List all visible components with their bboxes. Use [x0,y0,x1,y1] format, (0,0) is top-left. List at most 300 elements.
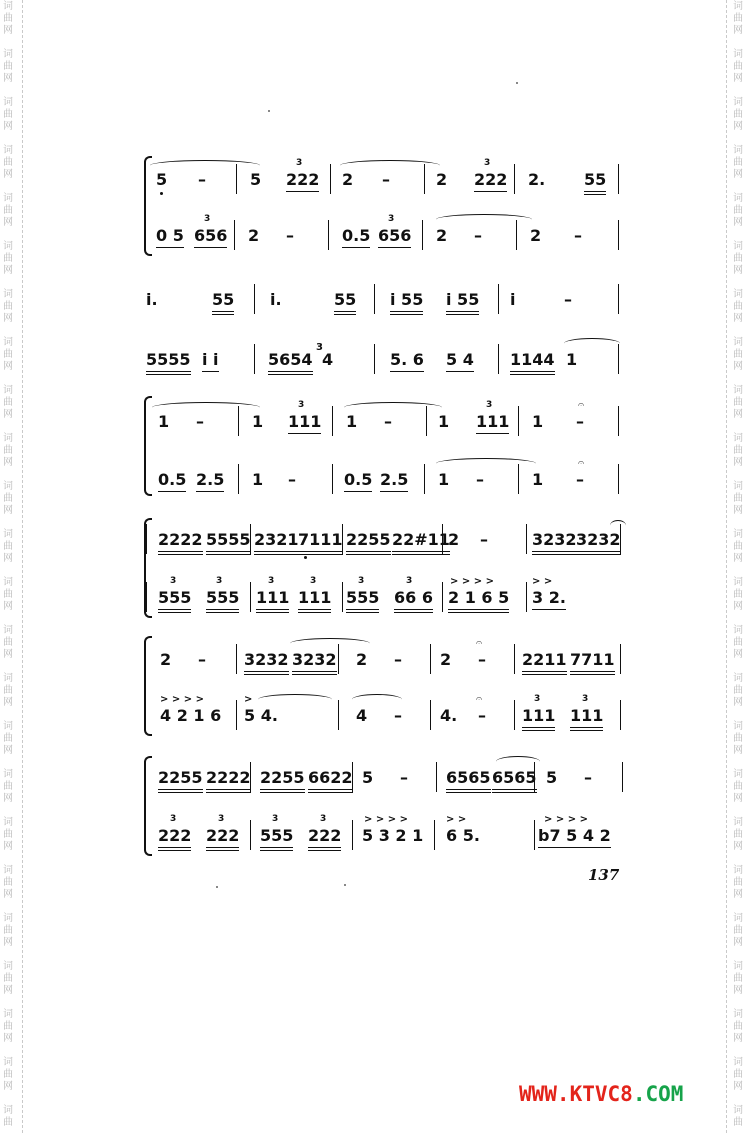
triplet-mark: 3 [486,400,493,410]
watermark-glyph: 词 [733,433,743,444]
bar-line [498,344,499,374]
watermark-glyph: 网 [3,361,13,372]
note-token: – [574,226,582,245]
note-token: 111 [570,706,603,731]
bar-line [422,220,423,250]
bar-line [238,464,239,494]
accent-marks: > > [446,814,467,825]
triplet-mark: 3 [170,814,177,824]
bar-line [620,644,621,674]
note-token: 0 5 [156,226,184,248]
octave-dot [304,556,307,559]
bar-line [234,220,235,250]
watermark-glyph: 词 [733,289,743,300]
score-row-10 [140,692,630,746]
bar-line [498,284,499,314]
watermark-glyph: 曲 [733,253,743,264]
note-token: 6565 [492,768,537,793]
triplet-mark: 3 [406,576,413,586]
triplet-mark: 3 [296,158,303,168]
note-token: – [476,470,484,489]
note-token: – [384,412,392,431]
watermark-glyph: 曲 [733,685,743,696]
watermark-glyph: 曲 [3,61,13,72]
watermark-glyph: 曲 [3,1117,13,1128]
bar-line [250,820,251,850]
note-token: 5 [546,768,558,787]
note-token: – [576,470,584,489]
watermark-glyph: 网 [3,553,13,564]
note-token: – [198,650,206,669]
watermark-glyph: 曲 [733,493,743,504]
fermata-mark: 𝄐 [476,636,483,649]
triplet-mark: 3 [320,814,327,824]
repeat-start [144,524,147,554]
watermark-glyph: 曲 [733,301,743,312]
watermark-glyph: 网 [733,649,743,660]
watermark-glyph: 词 [733,817,743,828]
note-token: – [478,650,486,669]
note-token: 555 [346,588,379,613]
slur [258,694,332,705]
note-token: 5555 [206,530,251,555]
note-token: – [288,470,296,489]
note-token: 4. [440,706,458,725]
bar-line [514,644,515,674]
note-token: 1 [252,412,264,431]
watermark-glyph: 网 [3,265,13,276]
watermark-glyph: 曲 [733,109,743,120]
watermark-glyph: 曲 [3,349,13,360]
note-token: 55 [584,170,606,195]
note-token: i. [146,290,158,309]
fermata-mark: 𝄐 [578,398,585,411]
watermark-glyph: 曲 [733,781,743,792]
note-token: – [382,170,390,189]
bar-line [434,820,435,850]
note-token: 0.5 [344,470,372,492]
bar-line [236,644,237,674]
watermark-glyph: 词 [3,433,13,444]
note-token: 7111 [298,530,343,555]
note-token: 4 2 1 6 [160,706,222,725]
watermark-glyph: 曲 [3,1021,13,1032]
watermark-glyph: 曲 [733,349,743,360]
watermark-glyph: 曲 [3,493,13,504]
note-token: 3232 [532,530,577,555]
slur [564,338,620,349]
watermark-glyph: 网 [733,25,743,36]
watermark-glyph: 网 [3,457,13,468]
score-row-9 [140,636,630,690]
watermark-glyph: 曲 [3,445,13,456]
bar-line [430,700,431,730]
watermark-glyph: 词 [733,625,743,636]
triplet-mark: 3 [216,576,223,586]
note-token: i [510,290,516,309]
watermark-glyph: 网 [733,889,743,900]
note-token: 1 [158,412,170,431]
watermark-glyph: 网 [733,169,743,180]
slur [610,520,626,531]
triplet-mark: 3 [358,576,365,586]
watermark-glyph: 词 [3,337,13,348]
bar-line [250,762,251,792]
note-token: 4 [356,706,368,725]
site-watermark-logo [519,1082,683,1106]
note-token: 1 [566,350,578,369]
bar-line [342,582,343,612]
fermata-mark: 𝄐 [578,456,585,469]
note-token: 1 [252,470,264,489]
bar-line [424,464,425,494]
bar-line [250,524,251,554]
note-token: 555 [206,588,239,613]
note-token: 5 [156,170,168,189]
watermark-glyph: 网 [3,841,13,852]
watermark-glyph: 曲 [733,397,743,408]
watermark-glyph: 词 [3,1,13,12]
watermark-glyph: 网 [3,217,13,228]
note-token: – [564,290,572,309]
bar-line [526,582,527,612]
note-token: – [480,530,488,549]
octave-dot [160,192,163,195]
watermark-glyph: 网 [733,505,743,516]
slur [340,160,440,171]
note-token: 1 [532,412,544,431]
note-token: – [196,412,204,431]
slur [352,694,402,705]
watermark-glyph: 词 [733,1,743,12]
watermark-glyph: 词 [733,769,743,780]
watermark-glyph: 曲 [3,925,13,936]
watermark-glyph: 曲 [733,925,743,936]
watermark-glyph: 词 [3,865,13,876]
watermark-glyph: 曲 [733,541,743,552]
slur [496,756,540,767]
watermark-glyph: 词 [733,481,743,492]
note-token: 7711 [570,650,615,675]
bar-line [514,700,515,730]
watermark-glyph: 词 [3,241,13,252]
note-token: 222 [474,170,507,192]
watermark-glyph: 网 [3,889,13,900]
score-row-6 [140,456,630,510]
triplet-mark: 3 [268,576,275,586]
note-token: 1144 [510,350,555,375]
watermark-glyph: 词 [3,961,13,972]
watermark-glyph: 词 [3,145,13,156]
note-token: 6622 [308,768,353,793]
note-token: – [286,226,294,245]
note-token: 2 [436,170,448,189]
watermark-glyph: 网 [3,73,13,84]
watermark-glyph: 网 [733,313,743,324]
watermark-glyph: 词 [733,865,743,876]
watermark-glyph: 网 [3,697,13,708]
watermark-glyph: 网 [3,937,13,948]
note-token: – [584,768,592,787]
note-token: 55 [212,290,234,315]
triplet-mark: 3 [534,694,541,704]
slur [344,402,442,413]
bar-line [374,344,375,374]
score-row-12 [140,814,630,866]
watermark-glyph: 网 [733,121,743,132]
bar-line [250,582,251,612]
score-row-4 [140,342,630,390]
watermark-glyph: 网 [3,1033,13,1044]
watermark-glyph: 曲 [3,13,13,24]
watermark-glyph: 词 [733,145,743,156]
watermark-glyph: 网 [733,745,743,756]
watermark-glyph: 词 [733,1105,743,1116]
note-token: 6565 [446,768,491,793]
watermark-glyph: 词 [3,385,13,396]
watermark-glyph: 网 [3,1081,13,1092]
watermark-glyph: 网 [3,985,13,996]
note-token: 111 [288,412,321,434]
watermark-glyph: 词 [3,721,13,732]
note-token: – [478,706,486,725]
accent-marks: > [244,694,253,705]
note-token: 2 [530,226,542,245]
watermark-glyph: 词 [733,961,743,972]
note-token: 222 [206,826,239,851]
note-token: 5555 [146,350,191,375]
watermark-glyph: 词 [733,337,743,348]
bar-line [442,582,443,612]
note-token: 2 [160,650,172,669]
scan-speck [268,110,270,112]
watermark-glyph: 词 [3,769,13,780]
triplet-mark: 3 [298,400,305,410]
note-token: 2255 [260,768,305,793]
note-token: 222 [286,170,319,192]
note-token: 0.5 [158,470,186,492]
watermark-glyph: 网 [733,985,743,996]
grace-note: 3 [316,342,323,353]
page-number: 137 [588,866,620,884]
watermark-glyph: 词 [3,673,13,684]
watermark-glyph: 词 [3,817,13,828]
note-token: – [576,412,584,431]
bar-line [526,524,527,554]
note-token: 2. [528,170,546,189]
watermark-glyph: 词 [3,49,13,60]
bar-line [518,406,519,436]
note-token: 1 [438,470,450,489]
watermark-glyph: 曲 [733,61,743,72]
watermark-glyph: 词 [3,1105,13,1116]
note-token: 5 4. [244,706,278,725]
scan-speck [344,884,346,886]
note-token: 2.5 [380,470,408,492]
watermark-glyph: 曲 [3,109,13,120]
note-token: 2 [440,650,452,669]
watermark-glyph: 词 [733,97,743,108]
note-token: 111 [476,412,509,434]
note-token: i 55 [446,290,479,315]
watermark-glyph: 网 [733,217,743,228]
note-token: 6 5. [446,826,480,845]
bar-line [374,284,375,314]
note-token: 3 2. [532,588,566,610]
score-row-5 [140,398,630,452]
bar-line [342,524,343,554]
note-token: 111 [298,588,331,613]
watermark-glyph: 曲 [3,781,13,792]
note-token: 2 1 6 5 [448,588,509,613]
watermark-glyph: 曲 [3,973,13,984]
watermark-glyph: 曲 [3,637,13,648]
watermark-glyph: 词 [733,385,743,396]
note-token: 2 [436,226,448,245]
watermark-glyph: 词 [733,673,743,684]
watermark-glyph: 曲 [3,205,13,216]
site-stamp-suffix: .COM [632,1082,684,1106]
watermark-glyph: 曲 [733,973,743,984]
watermark-glyph: 词 [733,577,743,588]
note-token: 0.5 [342,226,370,248]
note-token: 2 [448,530,460,549]
bar-line [618,220,619,250]
score-row-2 [140,214,630,266]
watermark-glyph: 曲 [3,685,13,696]
bar-line [618,284,619,314]
watermark-glyph: 词 [3,289,13,300]
note-token: 2222 [158,530,203,555]
watermark-glyph: 曲 [3,301,13,312]
watermark-glyph: 词 [733,193,743,204]
watermark-glyph: 曲 [733,829,743,840]
note-token: 5 [362,768,374,787]
watermark-glyph: 网 [3,313,13,324]
watermark-glyph: 网 [733,1033,743,1044]
watermark-glyph: 曲 [733,157,743,168]
site-stamp-prefix: WWW.KTVC [519,1082,621,1106]
note-token: 222 [308,826,341,851]
bar-line [352,762,353,792]
note-token: i 55 [390,290,423,315]
watermark-glyph: 词 [3,1057,13,1068]
note-token: – [474,226,482,245]
note-token: 1 [346,412,358,431]
note-token: – [394,706,402,725]
bar-line [330,164,331,194]
triplet-mark: 3 [388,214,395,224]
watermark-glyph: 网 [733,409,743,420]
watermark-glyph: 网 [733,553,743,564]
note-token: 555 [260,826,293,851]
watermark-glyph: 词 [3,625,13,636]
watermark-glyph: 网 [733,265,743,276]
watermark-glyph: 网 [3,409,13,420]
watermark-glyph: 词 [733,241,743,252]
triplet-mark: 3 [310,576,317,586]
note-token: 2222 [206,768,251,793]
note-token: 2211 [522,650,567,675]
watermark-glyph: 曲 [733,1117,743,1128]
slur [290,638,370,649]
watermark-glyph: 网 [733,361,743,372]
watermark-glyph: 词 [733,49,743,60]
note-token: 2255 [158,768,203,793]
note-token: 656 [378,226,411,248]
note-token: i. [270,290,282,309]
triplet-mark: 3 [272,814,279,824]
watermark-glyph: 词 [733,529,743,540]
bar-line [534,820,535,850]
watermark-glyph: 曲 [3,877,13,888]
accent-marks: > > > > [544,814,588,825]
note-token: 2255 [346,530,391,555]
watermark-glyph: 网 [3,793,13,804]
note-token: – [400,768,408,787]
watermark-glyph: 曲 [733,1069,743,1080]
fermata-mark: 𝄐 [476,692,483,705]
watermark-glyph: 网 [733,697,743,708]
accent-marks: > > > > [160,694,204,705]
triplet-mark: 3 [170,576,177,586]
bar-line [618,406,619,436]
watermark-glyph: 词 [3,481,13,492]
slur [150,160,260,171]
bar-line [236,700,237,730]
note-token: 2 [248,226,260,245]
bar-line [618,164,619,194]
note-token: 2 [342,170,354,189]
note-token: 5. 6 [390,350,424,372]
watermark-glyph: 曲 [733,13,743,24]
note-token: 3232 [292,650,337,675]
watermark-glyph: 曲 [3,589,13,600]
note-token: 3232 [576,530,621,555]
repeat-start [144,582,147,612]
triplet-mark: 3 [218,814,225,824]
site-stamp-digit: 8 [620,1082,633,1106]
accent-marks: > > [532,576,553,587]
accent-marks: > > > > [364,814,408,825]
note-token: 222 [158,826,191,851]
bar-line [338,700,339,730]
note-token: 4 [322,350,334,369]
watermark-glyph: 曲 [3,541,13,552]
watermark-glyph: 网 [733,937,743,948]
watermark-glyph: 词 [3,529,13,540]
bar-line [620,700,621,730]
bar-line [618,464,619,494]
watermark-glyph: 词 [733,721,743,732]
note-token: 66 6 [394,588,433,613]
slur [436,458,536,469]
watermark-glyph: 网 [3,121,13,132]
note-token: 111 [522,706,555,731]
watermark-glyph: 网 [3,169,13,180]
watermark-glyph: 曲 [733,637,743,648]
watermark-glyph: 曲 [733,877,743,888]
bar-line [514,164,515,194]
watermark-glyph: 词 [3,193,13,204]
watermark-glyph: 曲 [733,733,743,744]
note-token: 656 [194,226,227,248]
watermark-glyph: 网 [733,601,743,612]
watermark-glyph: 词 [733,1009,743,1020]
watermark-glyph: 词 [3,97,13,108]
note-token: 5 3 2 1 [362,826,424,845]
watermark-glyph: 词 [3,1009,13,1020]
